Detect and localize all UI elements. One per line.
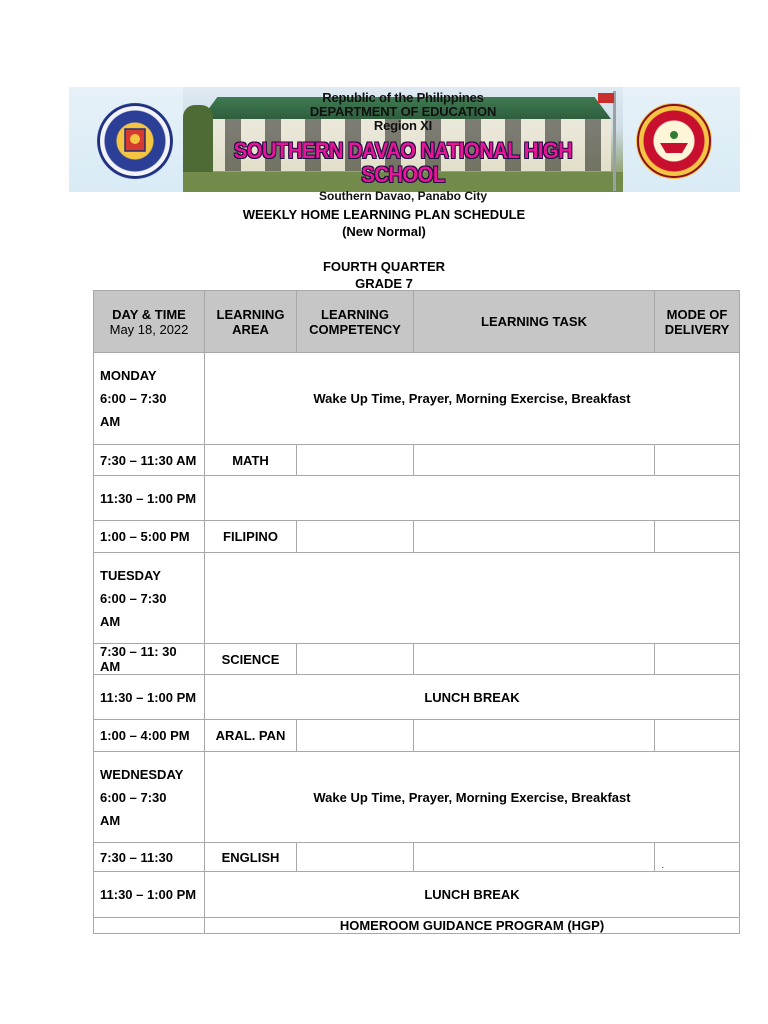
header-learning-competency: LEARNING COMPETENCY — [297, 291, 414, 353]
department-line: DEPARTMENT OF EDUCATION — [309, 104, 497, 119]
time-cell: 7:30 – 11:30 AM — [94, 445, 205, 476]
time-suffix: AM — [100, 414, 121, 429]
grade-label: GRADE 7 — [355, 276, 413, 291]
table-row — [94, 644, 740, 675]
time-cell: 11:30 – 1:00 PM — [94, 476, 205, 521]
header-mode-of-delivery: MODE OF DELIVERY — [655, 291, 740, 353]
competency-cell — [297, 445, 414, 476]
task-cell — [414, 843, 655, 872]
table-row — [94, 872, 740, 918]
table-row — [94, 720, 740, 752]
time-cell: 1:00 – 5:00 PM — [94, 521, 205, 553]
task-cell — [414, 445, 655, 476]
school-seal-icon — [636, 103, 712, 179]
activity-cell — [205, 553, 740, 644]
time-cell: 1:00 – 4:00 PM — [94, 720, 205, 752]
plan-title: WEEKLY HOME LEARNING PLAN SCHEDULE — [242, 207, 526, 222]
time-label: 6:00 – 7:30 — [100, 590, 167, 606]
region-line: Region XI — [373, 118, 433, 133]
table-row — [94, 353, 740, 445]
mode-cell — [655, 644, 740, 675]
banner-heading — [183, 91, 623, 203]
mode-cell — [655, 843, 740, 872]
competency-cell — [297, 843, 414, 872]
header-date: May 18, 2022 — [109, 321, 189, 337]
time-label: 6:00 – 7:30 — [100, 789, 167, 805]
day-label: MONDAY — [100, 368, 157, 383]
time-cell: 7:30 – 11:30 — [94, 843, 205, 872]
task-cell — [414, 644, 655, 675]
plan-subtitle: (New Normal) — [342, 224, 426, 239]
time-label: 6:00 – 7:30 — [100, 391, 167, 406]
learning-area-cell: MATH — [205, 445, 297, 476]
lunch-break-cell: LUNCH BREAK — [205, 675, 740, 720]
time-cell: 11:30 – 1:00 PM — [94, 675, 205, 720]
competency-cell — [297, 521, 414, 553]
learning-area-cell: FILIPINO — [205, 521, 297, 553]
school-city: Southern Davao, Panabo City — [318, 189, 488, 203]
mode-cell — [655, 720, 740, 752]
time-cell — [94, 353, 205, 445]
hgp-cell: HOMEROOM GUIDANCE PROGRAM (HGP) — [205, 918, 740, 934]
activity-cell — [205, 476, 740, 521]
activity-cell: Wake Up Time, Prayer, Morning Exercise, Breakfast — [205, 353, 740, 445]
day-label: TUESDAY — [100, 567, 161, 583]
competency-cell — [297, 644, 414, 675]
task-cell — [414, 521, 655, 553]
table-row — [94, 752, 740, 843]
table-row — [94, 476, 740, 521]
learning-area-cell: ARAL. PAN — [205, 720, 297, 752]
time-cell — [94, 553, 205, 644]
quarter-label: FOURTH QUARTER — [322, 259, 446, 274]
table-row — [94, 675, 740, 720]
mode-cell — [655, 445, 740, 476]
competency-cell — [297, 720, 414, 752]
republic-line: Republic of the Philippines — [322, 90, 484, 105]
school-banner — [69, 87, 740, 203]
learning-area-cell: ENGLISH — [205, 843, 297, 872]
day-label: WEDNESDAY — [100, 766, 184, 782]
time-cell — [94, 918, 205, 934]
time-cell — [94, 752, 205, 843]
task-cell — [414, 720, 655, 752]
learning-area-cell: SCIENCE — [205, 644, 297, 675]
header-row — [94, 291, 740, 353]
lunch-break-cell: LUNCH BREAK — [205, 872, 740, 918]
time-cell: 7:30 – 11: 30 AM — [94, 644, 205, 675]
table-row — [94, 918, 740, 934]
learning-plan-table — [93, 290, 740, 934]
header-day-time-label: DAY & TIME — [112, 306, 186, 322]
dot-mark: . — [661, 860, 664, 870]
table-row — [94, 553, 740, 644]
time-suffix: AM — [100, 812, 121, 828]
school-name: SOUTHERN DAVAO NATIONAL HIGH SCHOOL — [233, 138, 573, 187]
deped-seal-icon — [97, 103, 173, 179]
activity-cell: Wake Up Time, Prayer, Morning Exercise, Breakfast — [205, 752, 740, 843]
time-suffix: AM — [100, 613, 121, 629]
table-row — [94, 521, 740, 553]
table-row — [94, 445, 740, 476]
time-cell: 11:30 – 1:00 PM — [94, 872, 205, 918]
header-learning-task: LEARNING TASK — [414, 291, 655, 353]
mode-cell — [655, 521, 740, 553]
header-learning-area: LEARNING AREA — [205, 291, 297, 353]
table-row — [94, 843, 740, 872]
header-day-time — [94, 291, 205, 353]
